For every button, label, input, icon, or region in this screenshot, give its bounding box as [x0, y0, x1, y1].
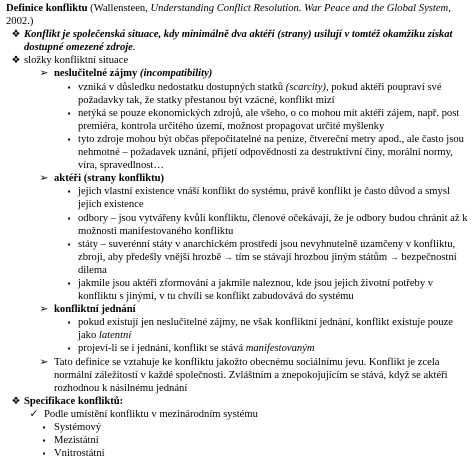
right-arrow-icon: → — [389, 251, 399, 262]
definition-source-post: , 2002.) — [6, 3, 451, 28]
list-item — [6, 212, 468, 238]
components-text: složky konfliktní situace — [24, 55, 129, 67]
square-bullet-icon: ▪ — [67, 239, 71, 249]
square-bullet-icon: ▪ — [42, 449, 46, 459]
definition-text: Konflikt je společenská situace, kdy minimálně dva aktéři (strany) usilují v tomtéž okamžiku získat dostupné omezené zdroje — [24, 29, 453, 54]
definition-heading — [6, 2, 468, 28]
definition-text-end: . — [132, 42, 136, 54]
item-text: odbory – jsou vytvářeny kvůli konfliktu, členové očekávají, že je odbory budou chránit až k možnosti manifestovaného konfliktu — [78, 212, 468, 237]
section-actors — [6, 172, 468, 185]
item-text: vzniká v důsledku nedostatku dostupných statků — [78, 81, 286, 93]
diamond-bullet-icon: ❖ — [11, 29, 21, 41]
definition-source-pre: (Wallensteen, — [87, 3, 151, 14]
square-bullet-icon: ▪ — [67, 187, 71, 197]
specification-sub — [6, 408, 468, 421]
specification-list-item — [6, 447, 468, 460]
item-text: pokud existují jen neslučitelné zájmy, ne však konfliktní jednání, konflikt existuje pouze jako — [78, 317, 454, 342]
section-head: konfliktní jednání — [54, 304, 136, 316]
specification-sub-text: Podle umístění konfliktu v mezinárodním systému — [44, 408, 258, 420]
square-bullet-icon: ▪ — [67, 213, 71, 223]
check-bullet-icon: ✓ — [29, 408, 39, 420]
item-text: státy – suverénní státy v anarchickém prostředí jsou nevyhnutelně uzamčeny v konfliktu, zbroji, aby předešly vnější hrozbě — [78, 238, 456, 263]
list-item — [6, 316, 468, 342]
item-text-mid: tím se stávají hrozbou jiným státům — [232, 251, 390, 263]
section-head: neslučitelné zájmy — [54, 68, 138, 80]
components-item — [6, 54, 468, 67]
square-bullet-icon: ▪ — [42, 423, 46, 432]
square-bullet-icon: ▪ — [67, 318, 71, 328]
square-bullet-icon: ▪ — [67, 108, 71, 118]
item-italic: manifestovaným — [245, 343, 315, 355]
section-incompatibility — [6, 67, 468, 80]
square-bullet-icon: ▪ — [67, 134, 71, 144]
section-conflict-behavior — [6, 303, 468, 316]
list-item — [6, 238, 468, 277]
right-arrow-icon: → — [223, 251, 233, 262]
specification-list-item — [6, 421, 468, 434]
item-text-post: bezpečnostní dilema — [78, 251, 457, 276]
specification-item — [6, 395, 468, 408]
diamond-bullet-icon: ❖ — [11, 395, 21, 407]
item-text-post: , pokud aktéři poupraví své požadavky tak, že statky přestanou být vzácné, konflikt mizí — [78, 81, 442, 106]
item-text: Mezistátní — [54, 435, 99, 447]
list-item — [6, 342, 468, 355]
item-italic: (scarcity) — [285, 81, 326, 93]
section-head-italic: (incompatibility) — [137, 68, 213, 80]
specification-head: Specifikace konfliktů: — [24, 395, 124, 407]
list-item — [6, 277, 468, 303]
general-note-item — [6, 356, 468, 395]
item-text: tyto zdroje mohou být občas přepočitatelné na peníze, čtvereční metry apod., ale často jsou nehmotné – požadavek uznání, přijetí odpovědnosti za destruktivní činy, morální normy, víra, spravedlnost… — [78, 133, 464, 172]
list-item — [6, 133, 468, 172]
list-item — [6, 81, 468, 107]
item-text: jakmile jsou aktéři zformování a jakmile naleznou, kde jsou jejich životní potřeby v konfliktu s jinými, v tu chvíli se konflikt zabudovává do systému — [78, 277, 434, 303]
list-item — [6, 107, 468, 133]
item-text: Vnitrostátní — [54, 448, 105, 460]
specification-list-item — [6, 434, 468, 447]
item-text: jejich vlastní existence vnáší konflikt do systému, právě konflikt je často důvod a smysl jejich existence — [78, 186, 450, 211]
general-note-text: Tato definice se vztahuje ke konfliktu jakožto obecnému sociálnímu jevu. Konflikt je zcela normální záležitostí v každé společnosti. Zvláštním a znepokojujícím se stává, když se aktéři rozhodnou k násilnému jednání — [54, 356, 448, 394]
item-text: projeví-li se i jednání, konflikt se stává — [78, 343, 246, 355]
arrow-bullet-icon: ➢ — [39, 173, 49, 185]
arrow-bullet-icon: ➢ — [39, 304, 49, 316]
square-bullet-icon: ▪ — [42, 436, 46, 446]
list-item — [6, 185, 468, 211]
section-head: aktéři (strany konfliktu) — [54, 173, 165, 185]
item-text: netýká se pouze ekonomických zdrojů, ale všeho, o co mohou mít aktéři zájem, např. post premiéra, kontrola určitého území, možnost propagovat určité myšlenky — [78, 107, 460, 132]
diamond-bullet-icon: ❖ — [11, 55, 21, 67]
square-bullet-icon: ▪ — [67, 344, 71, 354]
square-bullet-icon: ▪ — [67, 82, 71, 92]
square-bullet-icon: ▪ — [67, 278, 71, 288]
definition-item — [6, 28, 468, 54]
item-text: Systémový — [54, 422, 102, 433]
definition-label: Definice konfliktu — [6, 3, 88, 14]
arrow-bullet-icon: ➢ — [39, 356, 49, 368]
arrow-bullet-icon: ➢ — [39, 68, 49, 80]
item-italic: latentní — [98, 330, 132, 342]
definition-source-title: Understanding Conflict Resolution. War Peace and the Global System — [150, 3, 449, 14]
